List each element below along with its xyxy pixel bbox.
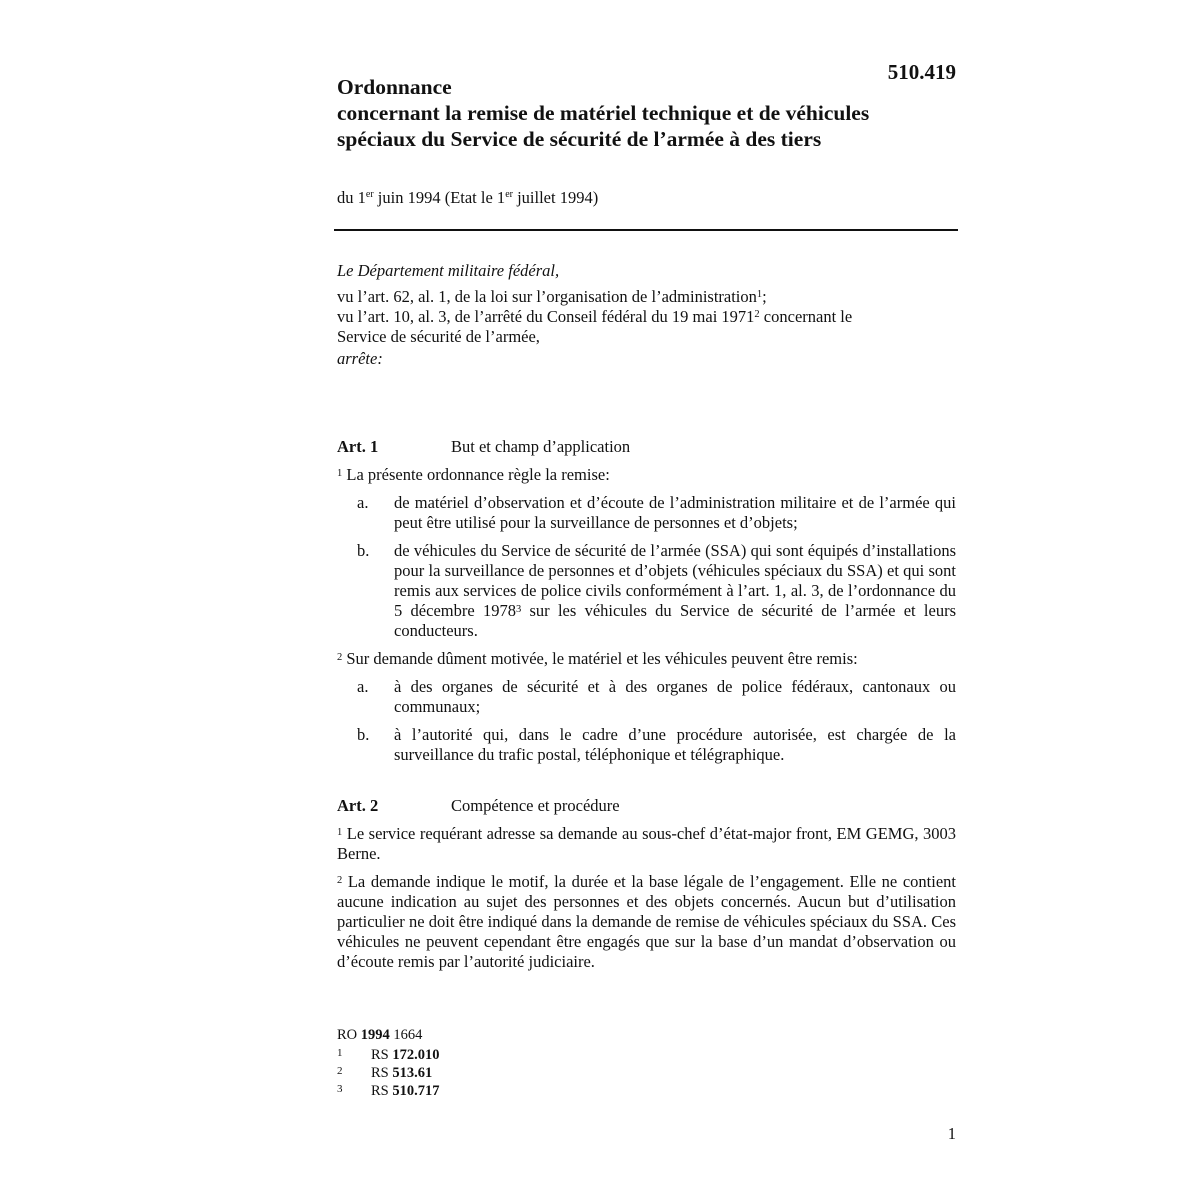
- article-paragraph: [337, 465, 956, 485]
- list-item: [337, 493, 956, 533]
- paragraph-text: Sur demande dûment motivée, le matériel et les véhicules peuvent être remis:: [342, 649, 858, 668]
- sr-number: 510.419: [887, 60, 956, 84]
- date-sup: er: [505, 189, 513, 200]
- list-letter: a.: [357, 677, 369, 696]
- ordinance-title: [337, 74, 956, 152]
- citation-line: Service de sécurité de l’armée,: [337, 327, 540, 346]
- citation-text: vu l’art. 62, al. 1, de la loi sur l’organisation de l’administration: [337, 287, 757, 306]
- article-heading: [337, 437, 956, 457]
- list-letter: b.: [357, 725, 370, 744]
- footnote: [337, 1045, 440, 1063]
- paragraph-text: La présente ordonnance règle la remise:: [342, 465, 610, 484]
- footnote-number: 2: [337, 1065, 343, 1077]
- list-item: [337, 725, 956, 765]
- preamble: [337, 261, 956, 369]
- footnote-ref-number[interactable]: 513.61: [392, 1065, 433, 1081]
- footnote-prefix: RS: [371, 1047, 393, 1063]
- article-title: But et champ d’application: [451, 437, 631, 456]
- footnote: [337, 1081, 440, 1099]
- page-number: 1: [947, 1124, 956, 1143]
- list-letter: a.: [357, 493, 369, 512]
- article-number: Art. 2: [337, 796, 379, 815]
- preamble-decree: arrête:: [337, 349, 383, 368]
- date-sup: er: [365, 189, 374, 200]
- paragraph-number: 1: [337, 827, 343, 838]
- citation-text: vu l’art. 10, al. 3, de l’arrêté du Conseil fédéral du 19 mai 1971: [337, 307, 755, 326]
- date-prefix: du 1: [337, 188, 366, 207]
- article-paragraph: [337, 824, 956, 864]
- footnotes: [337, 1027, 440, 1099]
- paragraph-text: Le service requérant adresse sa demande au sous-chef d’état-major front, EM GEMG, 3003 Berne.: [337, 824, 956, 863]
- preamble-authority: Le Département militaire fédéral,: [337, 261, 560, 280]
- date-suffix: juillet 1994): [512, 188, 599, 207]
- footnote-number: 3: [337, 1083, 343, 1095]
- article-title: Compétence et procédure: [451, 796, 620, 815]
- ro-prefix: RO: [337, 1027, 361, 1043]
- article-2: [337, 796, 956, 972]
- paragraph-number: 1: [337, 468, 343, 479]
- citation-line: [337, 287, 956, 307]
- paragraph-number: 2: [337, 875, 343, 886]
- title-line: spéciaux du Service de sécurité de l’armée à des tiers: [337, 127, 822, 151]
- date-line: [337, 188, 598, 208]
- citation-end: concernant le: [759, 307, 853, 326]
- article-number: Art. 1: [337, 437, 379, 456]
- ro-reference: [337, 1027, 440, 1043]
- citation-line: [337, 307, 956, 327]
- footnote-ref[interactable]: 3: [515, 604, 522, 615]
- footnote: [337, 1063, 440, 1081]
- article-heading: [337, 796, 956, 816]
- title-line: concernant la remise de matériel technique et de véhicules: [337, 101, 870, 125]
- ro-year: 1994: [360, 1027, 390, 1043]
- footnote-ref[interactable]: 1: [756, 289, 763, 300]
- footnote-number: 1: [337, 1047, 343, 1059]
- footnote-ref-number[interactable]: 172.010: [392, 1047, 440, 1063]
- ro-page: 1664: [389, 1027, 423, 1043]
- article-paragraph: [337, 649, 956, 669]
- article-paragraph: [337, 872, 956, 972]
- footnote-prefix: RS: [371, 1083, 393, 1099]
- preamble-citations: [337, 287, 956, 347]
- footnote-prefix: RS: [371, 1065, 393, 1081]
- title-line: Ordonnance: [337, 75, 452, 99]
- list-text: à l’autorité qui, dans le cadre d’une procédure autorisée, est chargée de la surveillance du trafic postal, téléphonique et télégraphique.: [394, 725, 956, 764]
- citation-end: ;: [762, 287, 767, 306]
- date-mid: juin 1994 (Etat le 1: [373, 188, 506, 207]
- list-letter: b.: [357, 541, 370, 560]
- paragraph-number: 2: [337, 652, 343, 663]
- list-text: de matériel d’observation et d’écoute de l’administration militaire et de l’armée qui peut être utilisé pour la surveillance de personnes et d’objets;: [394, 493, 956, 532]
- footnote-ref[interactable]: 2: [754, 309, 760, 320]
- paragraph-text: La demande indique le motif, la durée et la base légale de l’engagement. Elle ne contient aucune indication au sujet des personnes et des objets concernés. Aucun but d’utilisation particulier ne doit être indiqué dans la demande de remise de véhicules spéciaux du SSA. Ces véhicules ne peuvent cependant être engagés que sur la base d’un mandat d’observation ou d’écoute remis par l’autorité judiciaire.: [337, 872, 956, 971]
- list-item: [337, 541, 956, 641]
- list-text: à des organes de sécurité et à des organes de police fédéraux, cantonaux ou communaux;: [394, 677, 956, 716]
- list-text: de véhicules du Service de sécurité de l’armée (SSA) qui sont équipés d’installations pour la surveillance de personnes et d’objets (véhicules spéciaux du SSA) et qui sont remis aux services de police civils conformément à l’art. 1, al. 3, de l’ordonnance du 5 décembre 1978: [394, 541, 956, 620]
- article-1: [337, 437, 956, 765]
- list-text: sur les véhicules du Service de sécurité de l’armée et leurs conducteurs.: [394, 601, 957, 640]
- footnote-ref-number[interactable]: 510.717: [392, 1083, 440, 1099]
- header-divider: [334, 229, 958, 231]
- list-item: [337, 677, 956, 717]
